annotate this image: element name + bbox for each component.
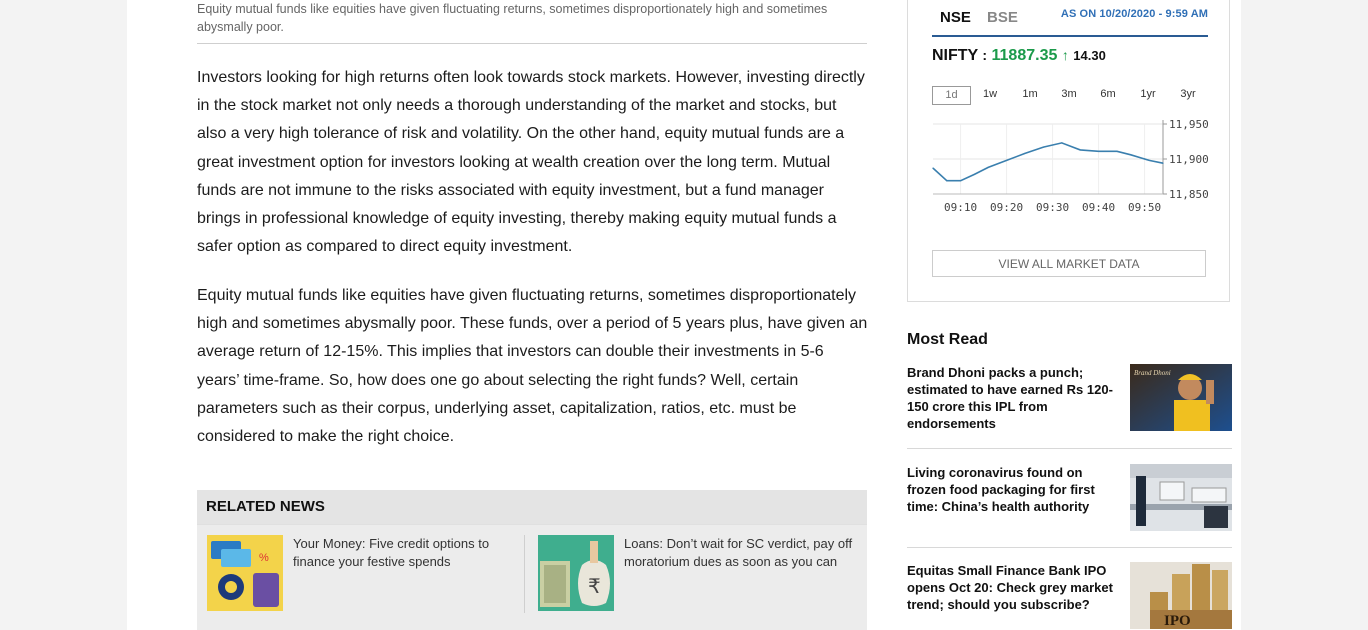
index-separator: : <box>982 47 988 63</box>
most-read-heading: Most Read <box>907 331 988 348</box>
index-value: 11887.35 <box>991 47 1058 64</box>
time-range-selector <box>932 86 1208 104</box>
chart-point <box>1024 153 1025 154</box>
chart-y-tick-label: 11,850 <box>1169 188 1209 201</box>
chart-x-tick-label: 09:40 <box>1082 201 1116 214</box>
range-6m[interactable]: 6m <box>1100 88 1116 100</box>
most-read-item[interactable] <box>907 562 1232 630</box>
most-read-divider <box>907 547 1232 548</box>
most-read-item[interactable] <box>907 364 1232 434</box>
most-read-item[interactable] <box>907 464 1232 534</box>
chart-point <box>1061 142 1062 143</box>
chart-point <box>1116 151 1117 152</box>
chart-x-tick-label: 09:30 <box>1036 201 1070 214</box>
chart-point <box>946 180 947 181</box>
svg-text:%: % <box>259 552 269 564</box>
most-read-title[interactable]: Brand Dhoni packs a punch; estimated to have earned Rs 120-150 crore this IPL from endorsements <box>907 365 1113 431</box>
tab-bse[interactable]: BSE <box>987 9 1018 26</box>
index-quote <box>932 47 1106 65</box>
chart-series-line <box>933 143 1163 181</box>
related-news-panel <box>197 490 867 630</box>
thumb-caption: IPO <box>1164 613 1191 629</box>
tab-nse[interactable]: NSE <box>940 9 971 26</box>
money-bag-thumbnail[interactable] <box>538 535 614 611</box>
chart-y-tick-label: 11,950 <box>1169 118 1209 131</box>
related-news-title[interactable]: Your Money: Five credit options to finance your festive spends <box>293 536 490 569</box>
related-news-heading: RELATED NEWS <box>197 490 867 525</box>
thumb-caption: Brand Dhoni <box>1134 369 1171 377</box>
arrow-up-icon: ↑ <box>1061 47 1069 63</box>
index-name: NIFTY <box>932 47 978 64</box>
article-paragraph-2: Equity mutual funds like equities have given fluctuating returns, sometimes disproportionately high and sometimes abysmally poor. These funds, over a period of 5 years plus, have given an average return of 12-15%. This implies that investors can double their investments in 5-6 years’ time-frame. So, how does one go about selecting the right funds? Well, certain parameters such as their corpus, underlying asset, capitalization, ratios, etc. must be considered to make the right choice. <box>197 287 868 446</box>
chart-point <box>1080 149 1081 150</box>
chart-point <box>988 167 989 168</box>
chart-x-tick-label: 09:20 <box>990 201 1024 214</box>
related-news-divider <box>524 535 525 613</box>
related-news-title[interactable]: Loans: Don’t wait for SC verdict, pay off moratorium dues as soon as you can <box>624 536 853 569</box>
chart-point <box>960 180 961 181</box>
most-read-divider <box>907 448 1232 449</box>
chart-point <box>932 168 933 169</box>
range-1d[interactable]: 1d <box>932 86 971 105</box>
range-3m[interactable]: 3m <box>1061 88 1077 100</box>
chart-point <box>1130 154 1131 155</box>
most-read-title[interactable]: Living coronavirus found on frozen food packaging for first time: China’s health authority <box>907 465 1095 514</box>
lab-thumbnail[interactable] <box>1130 464 1232 531</box>
most-read-title[interactable]: Equitas Small Finance Bank IPO opens Oct 20: Check grey market trend; should you subscribe? <box>907 563 1113 612</box>
exchange-tabs <box>932 0 1208 37</box>
chart-y-tick-label: 11,900 <box>1169 153 1209 166</box>
chart-x-tick-label: 09:50 <box>1128 201 1162 214</box>
chart-point <box>1098 151 1099 152</box>
range-1yr[interactable]: 1yr <box>1140 88 1156 100</box>
market-widget <box>907 0 1230 302</box>
dhoni-thumbnail[interactable] <box>1130 364 1232 431</box>
nifty-intraday-chart <box>908 109 1231 219</box>
ipo-coins-thumbnail[interactable] <box>1130 562 1232 629</box>
article-paragraph-1: Investors looking for high returns often look towards stock markets. However, investing directly in the stock market not only needs a thorough understanding of the market and stocks, but also a very high tolerance of risk and volatility. On the other hand, equity mutual funds are a great investment option for investors looking at wealth creation over the long term. Mutual funds are not immune to the risks associated with equity investment, but a fund manager brings in professional knowledge of equity investing, thereby making equity mutual funds a safer option as compared to direct equity investment. <box>197 69 865 256</box>
chart-point <box>1006 160 1007 161</box>
related-news-item[interactable] <box>207 535 527 615</box>
range-1w[interactable]: 1w <box>982 88 998 100</box>
image-caption: Equity mutual funds like equities have given fluctuating returns, sometimes disproportionately high and sometimes abysmally poor. <box>197 2 828 34</box>
range-3yr[interactable]: 3yr <box>1180 88 1196 100</box>
view-all-market-data-button[interactable]: VIEW ALL MARKET DATA <box>932 250 1206 277</box>
credit-cards-thumbnail[interactable] <box>207 535 283 611</box>
index-change: 14.30 <box>1073 48 1106 63</box>
chart-point <box>1043 147 1044 148</box>
chart-point <box>1149 160 1150 161</box>
as-on-timestamp: AS ON 10/20/2020 - 9:59 AM <box>1060 8 1208 20</box>
caption-divider <box>197 43 867 44</box>
chart-x-tick-label: 09:10 <box>944 201 978 214</box>
svg-text:₹: ₹ <box>588 574 601 598</box>
related-news-item[interactable] <box>538 535 858 615</box>
chart-point <box>974 174 975 175</box>
range-1m[interactable]: 1m <box>1022 88 1038 100</box>
chart-point <box>1162 163 1163 164</box>
